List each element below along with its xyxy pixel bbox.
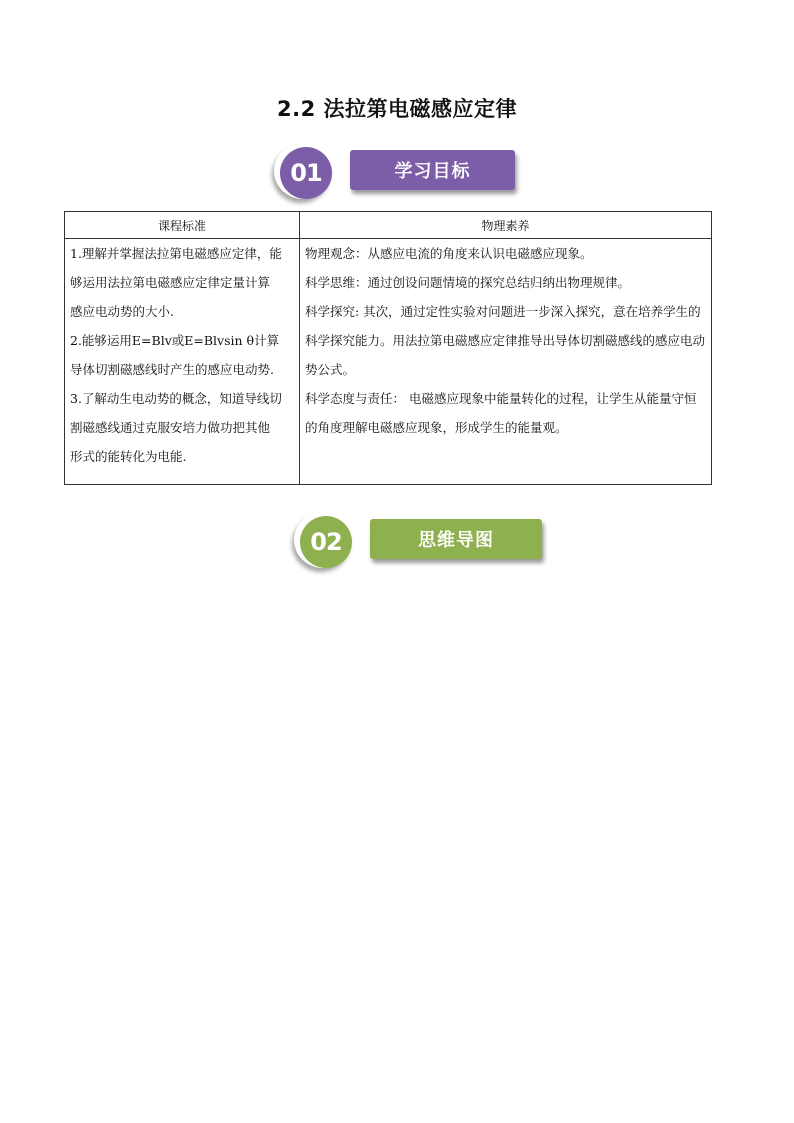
literacy-scientific-inquiry: 科学探究: 其次，通过定性实验对问题进一步深入探究，意在培养学生的科学探究能力。用法拉第电磁感应定律推导出导体切割磁感线的感应电动势公式。 <box>305 304 706 377</box>
literacy-scientific-attitude: 科学态度与责任： 电磁感应现象中能量转化的过程，让学生从能量守恒的角度理解电磁感应现象，形成学生的能量观。 <box>305 391 697 435</box>
page-title: 2.2 法拉第电磁感应定律 <box>276 97 517 121</box>
literacy-physics-concept: 物理观念：从感应电流的角度来认识电磁感应现象。 <box>305 246 593 261</box>
section-title-bar: 学习目标 <box>350 150 515 190</box>
standard-line: 2.能够运用E=Blv或E=Blvsin θ计算 <box>70 333 280 348</box>
header-curriculum-standard: 课程标准 <box>65 212 300 239</box>
table-row <box>65 239 712 485</box>
section-number-badge <box>274 143 332 199</box>
section-title-bar: 思维导图 <box>370 519 542 559</box>
standard-line: 导体切割磁感线时产生的感应电动势. <box>70 362 274 377</box>
standard-line: 割磁感线通过克服安培力做功把其他 <box>70 420 271 435</box>
standard-line: 3.了解动生电动势的概念，知道导线切 <box>70 391 282 406</box>
literacy-scientific-thinking: 科学思维：通过创设问题情境的探究总结归纳出物理规律。 <box>305 275 631 290</box>
standard-line: 形式的能转化为电能. <box>70 449 187 464</box>
goals-table <box>64 211 712 485</box>
standard-line: 够运用法拉第电磁感应定律定量计算 <box>70 275 271 290</box>
header-physics-literacy: 物理素养 <box>300 212 712 239</box>
section-number-badge <box>294 512 352 568</box>
standard-line: 1.理解并掌握法拉第电磁感应定律，能 <box>70 246 282 261</box>
section-number: 01 <box>280 147 332 199</box>
literacy-cell <box>300 239 712 485</box>
standards-cell <box>65 239 300 485</box>
section-number: 02 <box>300 516 352 568</box>
table-header-row <box>65 212 712 239</box>
section-header-mind-map <box>294 512 548 568</box>
standard-line: 感应电动势的大小. <box>70 304 174 319</box>
section-header-learning-goals <box>274 143 524 199</box>
